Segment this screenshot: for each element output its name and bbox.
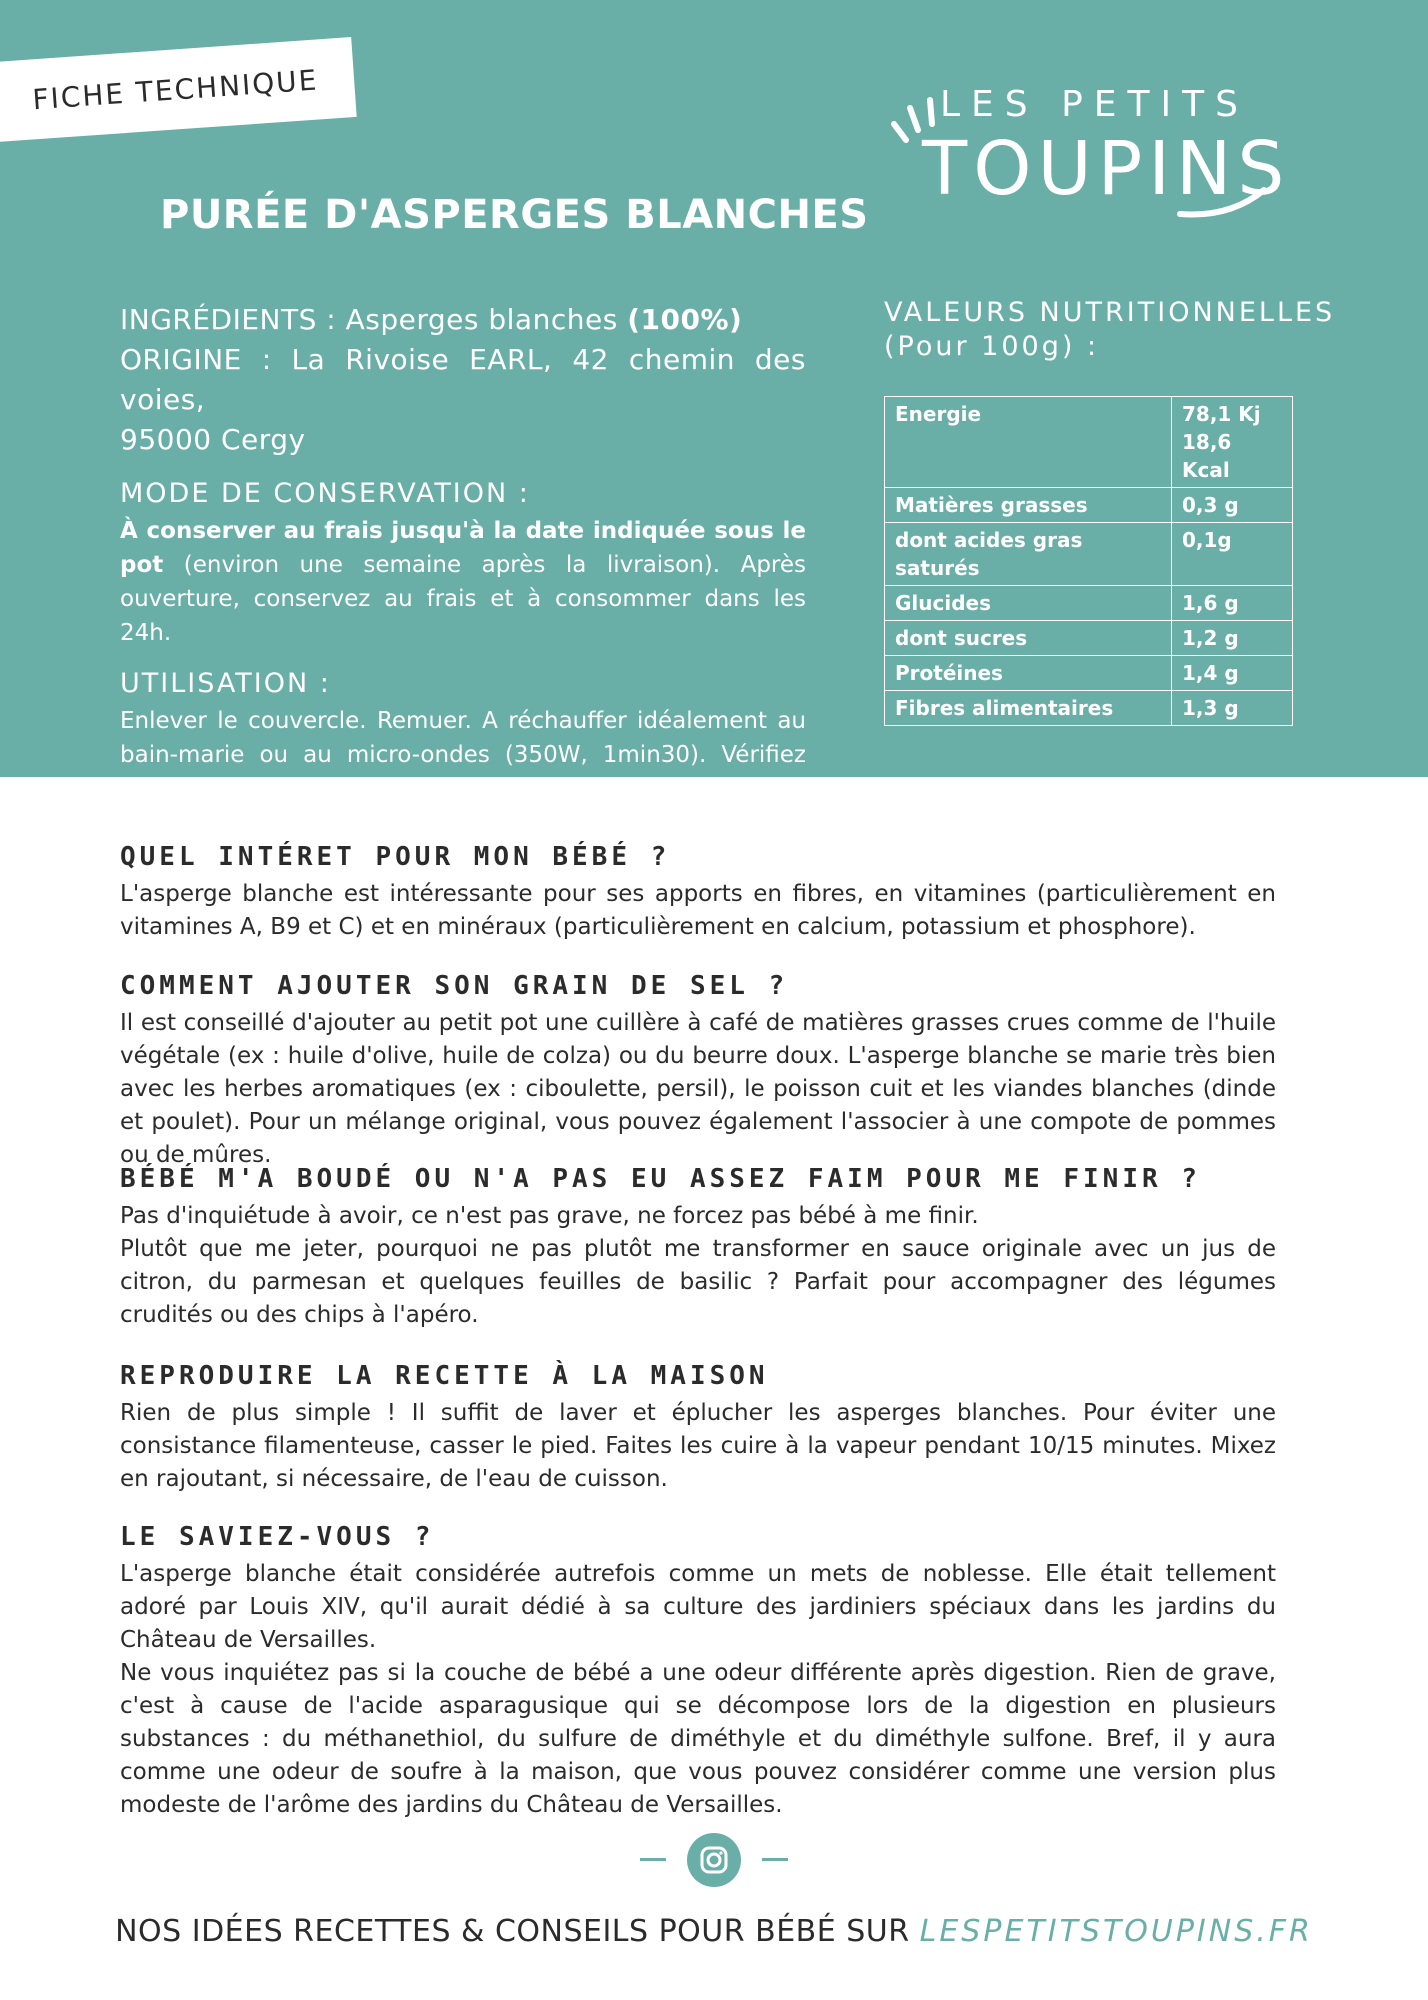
section-title: REPRODUIRE LA RECETTE À LA MAISON xyxy=(120,1361,769,1391)
conservation-detail: (environ une semaine après la livraison). Après ouverture, conservez au frais et à consommer dans les 24h. xyxy=(120,552,807,646)
nutrition-subtitle: (Pour 100g) : xyxy=(884,331,1100,362)
website-link[interactable]: LESPETITSTOUPINS.FR xyxy=(919,1914,1313,1949)
conservation-bold: À conserver au frais jusqu'à la date indiquée sous le pot xyxy=(120,518,806,578)
section-title: BÉBÉ M'A BOUDÉ OU N'A PAS EU ASSEZ FAIM POUR ME FINIR ? xyxy=(120,1164,1201,1194)
section-did-you-know xyxy=(120,1522,1276,1822)
nutrient-label: Glucides xyxy=(885,586,1172,621)
nutrient-value: 1,3 g xyxy=(1172,691,1293,726)
logo-line1: LES PETITS xyxy=(940,84,1250,125)
section-benefit xyxy=(120,842,1276,944)
footer xyxy=(0,1914,1428,1949)
section-text: Il est conseillé d'ajouter au petit pot une cuillère à café de matières grasses crues comme de l'huile végétale (ex : huile d'olive, huile de colza) ou du beurre doux. L'asperge blanche se marie très bien avec les herbes aromatiques (ex : ciboulette, persil), le poisson cuit et les viandes blanches (dinde et poulet). Pour un mélange original, vous pouvez également l'associer à une compote de pommes ou de mûres. xyxy=(120,1010,1276,1168)
section-title: COMMENT AJOUTER SON GRAIN DE SEL ? xyxy=(120,971,789,1001)
fiche-technique-tag xyxy=(0,37,357,142)
section-text: L'asperge blanche est intéressante pour ses apports en fibres, en vitamines (particulièrement en vitamines A, B9 et C) et en minéraux (particulièrement en calcium, potassium et phosphore). xyxy=(120,881,1276,940)
nutrient-value xyxy=(1172,397,1293,488)
ingredients-value: Asperges blanches xyxy=(345,303,618,336)
section-seasoning xyxy=(120,971,1276,1172)
nutrient-value: 0,1g xyxy=(1172,523,1293,586)
logo-line2: TOUPINS xyxy=(922,126,1291,212)
nutrition-table xyxy=(884,396,1293,726)
conservation-title: MODE DE CONSERVATION : xyxy=(120,478,530,509)
product-title: PURÉE D'ASPERGES BLANCHES xyxy=(160,192,869,238)
table-row xyxy=(885,691,1293,726)
nutrient-value-kcal: 18,6 Kcal xyxy=(1182,430,1232,482)
nutrient-label: Energie xyxy=(885,397,1172,488)
nutrient-label: Matières grasses xyxy=(885,488,1172,523)
section-title: LE SAVIEZ-VOUS ? xyxy=(120,1522,435,1552)
section-text-2: Ne vous inquiétez pas si la couche de bébé a une odeur différente après digestion. Rien de grave, c'est à cause de l'acide asparagusique qui se décompose lors de la digestion en plusieurs substances : du méthanethiol, du sulfure de diméthyle et du diméthyle sulfone. Bref, il y aura comme une odeur de soufre à la maison, que vous pouvez considérer comme une version plus modeste de l'arôme des jardins du Château de Versailles. xyxy=(120,1660,1276,1818)
product-info xyxy=(120,300,806,840)
table-row xyxy=(885,621,1293,656)
divider-left xyxy=(640,1858,666,1861)
ingredients-pct: (100%) xyxy=(627,303,743,336)
conservation-text xyxy=(120,514,806,650)
nutrient-value-kj: 78,1 Kj xyxy=(1182,402,1261,426)
utilisation-text: Enlever le couvercle. Remuer. A réchauffer idéalement au bain-marie ou au micro-ondes (350W, 1min30). Vérifiez systématiquement la température avant de donner à bébé. xyxy=(120,708,806,836)
instagram-icon[interactable] xyxy=(687,1833,741,1887)
nutrient-value: 1,6 g xyxy=(1172,586,1293,621)
nutrient-value: 1,4 g xyxy=(1172,656,1293,691)
instagram-glyph-icon xyxy=(687,1833,741,1887)
nutrient-label: Protéines xyxy=(885,656,1172,691)
section-recipe xyxy=(120,1361,1276,1496)
section-text: Pas d'inquiétude à avoir, ce n'est pas grave, ne forcez pas bébé à me finir. xyxy=(120,1203,979,1229)
table-row xyxy=(885,523,1293,586)
origin-line1: ORIGINE : La Rivoise EARL, 42 chemin des voies, xyxy=(120,343,806,416)
header-banner xyxy=(0,0,1428,836)
table-row xyxy=(885,586,1293,621)
table-row xyxy=(885,488,1293,523)
section-title: QUEL INTÉRET POUR MON BÉBÉ ? xyxy=(120,842,671,872)
section-text: L'asperge blanche était considérée autrefois comme un mets de noblesse. Elle était tellement adoré par Louis XIV, qu'il aurait dédié à sa culture des jardiniers spéciaux dans les jardins du Château de Versailles. xyxy=(120,1561,1276,1653)
origin-line2: 95000 Cergy xyxy=(120,423,306,456)
nutrient-value: 1,2 g xyxy=(1172,621,1293,656)
section-text: Rien de plus simple ! Il suffit de laver et éplucher les asperges blanches. Pour éviter une consistance filamenteuse, casser le pied. Faites les cuire à la vapeur pendant 10/15 minutes. Mixez en rajoutant, si nécessaire, de l'eau de cuisson. xyxy=(120,1400,1276,1492)
ingredients-label: INGRÉDIENTS : xyxy=(120,303,337,336)
ingredients-line xyxy=(120,300,806,340)
nutrition-title: VALEURS NUTRITIONNELLES xyxy=(884,297,1336,328)
footer-text: NOS IDÉES RECETTES & CONSEILS POUR BÉBÉ SUR xyxy=(115,1914,910,1949)
brand-logo xyxy=(880,78,1300,228)
utilisation-title: UTILISATION : xyxy=(120,668,331,699)
divider-right xyxy=(762,1858,788,1861)
nutrient-value: 0,3 g xyxy=(1172,488,1293,523)
nutrient-label: dont acides gras saturés xyxy=(885,523,1172,586)
tag-label: FICHE TECHNIQUE xyxy=(31,62,320,116)
nutrient-label: dont sucres xyxy=(885,621,1172,656)
table-row xyxy=(885,397,1293,488)
section-text-2: Plutôt que me jeter, pourquoi ne pas plutôt me transformer en sauce originale avec un jus de citron, du parmesan et quelques feuilles de basilic ? Parfait pour accompagner des légumes crudités ou des chips à l'apéro. xyxy=(120,1236,1276,1328)
section-leftovers xyxy=(120,1164,1276,1332)
nutrient-label: Fibres alimentaires xyxy=(885,691,1172,726)
nutrition-heading xyxy=(884,296,1335,364)
table-row xyxy=(885,656,1293,691)
